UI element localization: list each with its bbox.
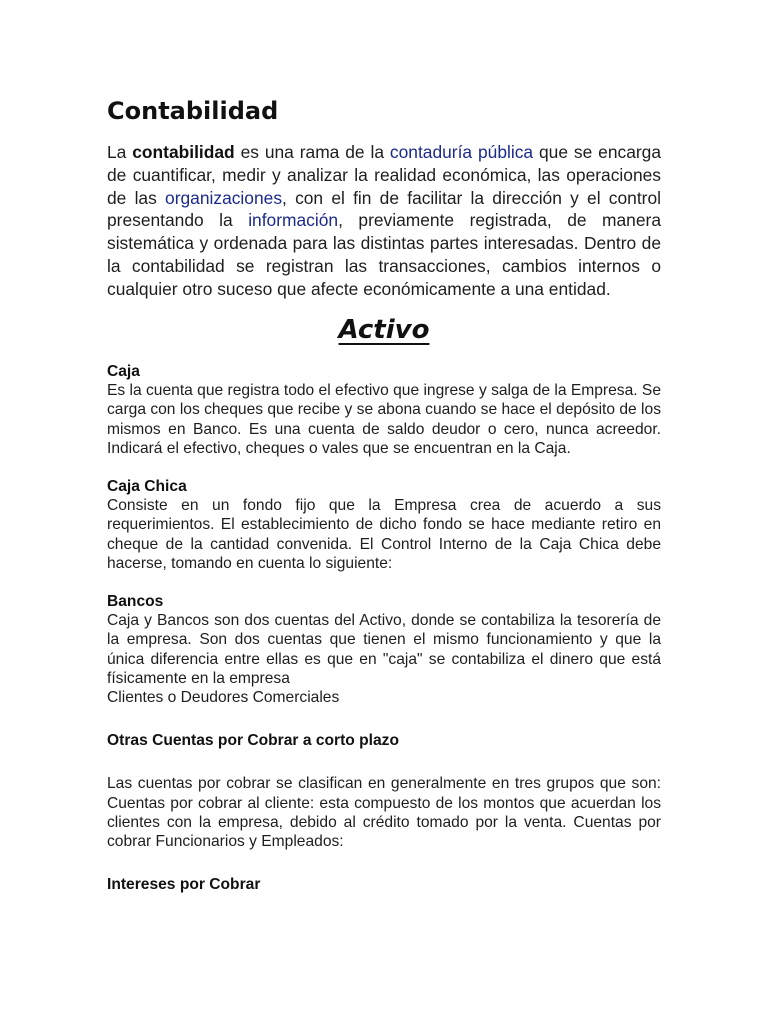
section-heading: Otras Cuentas por Cobrar a corto plazo xyxy=(107,732,400,750)
sections-container xyxy=(107,362,661,894)
intro-paragraph xyxy=(107,141,661,301)
section-body: Es la cuenta que registra todo el efectivo que ingrese y salga de la Empresa. Se carga con los cheques que recibe y se abona cuando se hace el depósito de los mismos en Banco. Es una cuenta de saldo deudor o cero, nunca acreedor. Indicará el efectivo, cheques o vales que se encuentran en la Caja. xyxy=(107,382,661,457)
link-organizaciones[interactable]: organizaciones xyxy=(165,187,283,208)
section-caja xyxy=(107,362,661,458)
section-caja-chica xyxy=(107,477,661,573)
section-body: Las cuentas por cobrar se clasifican en generalmente en tres grupos que son: Cuentas por cobrar al cliente: esta compuesto de los montos que acuerdan los clientes con la empresa, debido al crédito tomado por la venta. Cuentas por cobrar Funcionarios y Empleados: xyxy=(107,775,661,851)
intro-text-3: que se encarga de cuantificar, medir y analizar la realidad económica, las operaciones de las xyxy=(107,142,661,208)
section-title-activo xyxy=(0,310,768,350)
intro-text-1: La xyxy=(107,142,133,162)
link-contaduria-publica[interactable]: contaduría pública xyxy=(389,142,534,162)
section-heading: Caja Chica xyxy=(107,478,187,496)
section-bancos xyxy=(107,592,661,707)
intro-bold-term: contabilidad xyxy=(132,142,235,162)
section-heading: Intereses por Cobrar xyxy=(107,876,261,894)
section-body: Consiste en un fondo fijo que la Empresa crea de acuerdo a sus requerimientos. El establecimiento de dicho fondo se hace mediante retiro en cheque de la cantidad convenida. El Control Interno de la Caja Chica debe hacerse, tomando en cuenta lo siguiente: xyxy=(107,497,661,572)
section-body: Caja y Bancos son dos cuentas del Activo, donde se contabiliza la tesorería de la empresa. Son dos cuentas que tienen el mismo funcionamiento y que la única diferencia entre ellas es que en "caja" se contabiliza el dinero que está físicamente en la empresa xyxy=(107,612,661,687)
link-informacion[interactable]: información xyxy=(248,210,339,231)
document-title: Contabilidad xyxy=(107,97,279,125)
section-title-activo-text: Activo xyxy=(338,315,430,345)
section-intereses xyxy=(107,875,661,894)
section-otras-cuentas xyxy=(107,731,661,851)
section-heading: Bancos xyxy=(107,593,164,611)
section-extra-line: Clientes o Deudores Comerciales xyxy=(107,689,340,707)
section-heading: Caja xyxy=(107,363,140,380)
intro-text-2: es una rama de la xyxy=(234,142,390,162)
intro-text-4: , con el fin de facilitar la dirección y el control presentando la xyxy=(107,187,661,231)
intro-text-5: , previamente registrada, de manera sistemática y ordenada para las distintas partes interesadas. Dentro de la contabilidad se registran las transacciones, cambios internos o cualquier otro suceso que afecte económicamente a una entidad. xyxy=(107,210,661,299)
